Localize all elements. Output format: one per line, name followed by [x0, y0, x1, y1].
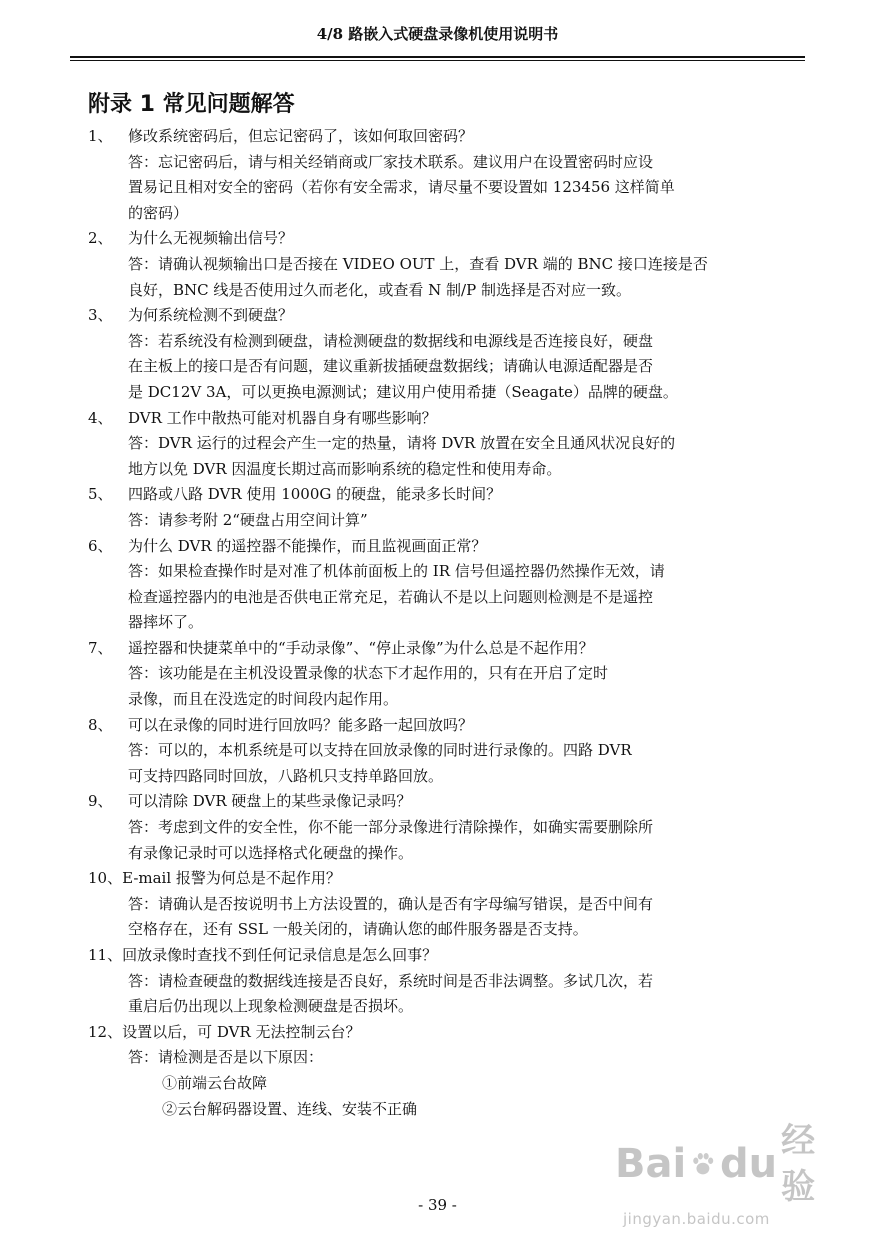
faq-question — [88, 406, 793, 432]
faq-answer — [128, 661, 793, 712]
faq-item — [88, 789, 793, 866]
faq-answer — [128, 252, 793, 303]
faq-answer-line: 答：可以的，本机系统是可以支持在回放录像的同时进行录像的。四路 DVR — [128, 741, 632, 760]
faq-question-text: 为什么无视频输出信号？ — [128, 229, 294, 248]
faq-number: 12、 — [88, 1022, 123, 1041]
header-title: 4/8 路嵌入式硬盘录像机使用说明书 — [316, 25, 559, 43]
faq-question — [88, 534, 793, 560]
faq-answer-line: 答：请确认视频输出口是否接在 VIDEO OUT 上，查看 DVR 端的 BNC 接口连接是否 — [128, 254, 708, 273]
faq-answer — [128, 431, 793, 482]
faq-number: 2、 — [88, 229, 113, 248]
faq-number: 4、 — [88, 408, 113, 427]
faq-answer — [128, 150, 793, 227]
faq-answer-line: 器摔坏了。 — [128, 613, 204, 632]
faq-question — [88, 789, 793, 815]
faq-number: 7、 — [88, 638, 113, 657]
faq-question-text: DVR 工作中散热可能对机器自身有哪些影响？ — [128, 408, 437, 427]
faq-item — [88, 226, 793, 303]
faq-question-text: 可以清除 DVR 硬盘上的某些录像记录吗？ — [128, 792, 412, 811]
faq-number: 9、 — [88, 792, 113, 811]
faq-question — [88, 226, 793, 252]
faq-question — [88, 636, 793, 662]
faq-answer-line: 置易记且相对安全的密码（若你有安全需求，请尽量不要设置如 123456 这样简单 — [128, 178, 675, 197]
faq-answer-line: 答：请检查硬盘的数据线连接是否良好，系统时间是否非法调整。多试几次，若 — [128, 971, 654, 990]
faq-answer-subitem: ①前端云台故障 — [162, 1073, 268, 1092]
document-header — [70, 22, 805, 58]
watermark-url: jingyan.baidu.com — [623, 1210, 770, 1228]
faq-list — [88, 124, 793, 1122]
faq-question-text: 修改系统密码后，但忘记密码了，该如何取回密码？ — [128, 127, 474, 145]
faq-item — [88, 482, 793, 533]
faq-answer-line: 答：请检测是否是以下原因： — [128, 1048, 324, 1067]
faq-answer — [128, 815, 793, 866]
baidu-paw-icon — [690, 1144, 716, 1184]
faq-item — [88, 124, 793, 226]
faq-question — [88, 482, 793, 508]
faq-answer-line: 录像，而且在没选定的时间段内起作用。 — [128, 690, 399, 709]
baidu-jingyan-watermark — [615, 1118, 825, 1228]
faq-question-text: 可以在录像的同时进行回放吗？能多路一起回放吗？ — [128, 715, 474, 734]
faq-answer-line: 的密码） — [128, 203, 189, 222]
faq-question — [88, 866, 793, 892]
faq-question-text: 回放录像时查找不到任何记录信息是怎么回事？ — [122, 946, 438, 964]
faq-item — [88, 534, 793, 636]
faq-question-text: E-mail 报警为何总是不起作用？ — [122, 869, 341, 888]
faq-answer — [128, 738, 793, 789]
faq-number: 10、 — [88, 869, 123, 888]
watermark-brand: Bai — [615, 1141, 687, 1187]
faq-answer — [128, 329, 793, 406]
faq-answer-line: 良好，BNC 线是否使用过久而老化，或查看 N 制/P 制选择是否对应一致。 — [128, 280, 631, 299]
faq-answer-line: 答：请确认是否按说明书上方法设置的，确认是否有字母编写错误，是否中间有 — [128, 894, 654, 913]
watermark-cn: 经验 — [781, 1121, 816, 1207]
faq-answer-line: 答：忘记密码后，请与相关经销商或厂家技术联系。建议用户在设置密码时应设 — [128, 152, 654, 171]
faq-answer-line: 答：如果检查操作时是对准了机体前面板上的 IR 信号但遥控器仍然操作无效，请 — [128, 562, 665, 581]
section-title: 附录 1 常见问题解答 — [88, 92, 295, 117]
faq-answer-line: 重启后仍出现以上现象检测硬盘是否损坏。 — [128, 997, 414, 1016]
faq-question-text: 四路或八路 DVR 使用 1000G 的硬盘，能录多长时间？ — [128, 485, 502, 504]
faq-question — [88, 1020, 793, 1046]
faq-answer-line: 可支持四路同时回放，八路机只支持单路回放。 — [128, 766, 444, 785]
faq-answer-subitem: ②云台解码器设置、连线、安装不正确 — [162, 1099, 418, 1118]
faq-answer-line: 有录像记录时可以选择格式化硬盘的操作。 — [128, 843, 414, 862]
faq-answer-line: 是 DC12V 3A，可以更换电源测试；建议用户使用希捷（Seagate）品牌的硬盘。 — [128, 382, 678, 401]
faq-item — [88, 943, 793, 1020]
faq-number: 8、 — [88, 715, 113, 734]
faq-item — [88, 1020, 793, 1122]
faq-answer — [128, 559, 793, 636]
faq-answer-line: 答：若系统没有检测到硬盘，请检测硬盘的数据线和电源线是否连接良好，硬盘 — [128, 331, 654, 350]
faq-answer-line: 在主板上的接口是否有问题，建议重新拔插硬盘数据线；请确认电源适配器是否 — [128, 357, 654, 376]
faq-question — [88, 124, 793, 150]
faq-answer-line: 答：DVR 运行的过程会产生一定的热量，请将 DVR 放置在安全且通风状况良好的 — [128, 434, 676, 453]
faq-number: 5、 — [88, 485, 113, 504]
faq-number: 1、 — [88, 127, 113, 145]
page-number: - 39 - — [418, 1196, 457, 1214]
faq-item — [88, 406, 793, 483]
faq-question-text: 为什么 DVR 的遥控器不能操作，而且监视画面正常？ — [128, 536, 487, 555]
faq-item — [88, 636, 793, 713]
faq-question — [88, 713, 793, 739]
faq-question-text: 遥控器和快捷菜单中的“手动录像”、“停止录像”为什么总是不起作用？ — [128, 638, 594, 657]
faq-answer — [128, 969, 793, 1020]
faq-answer — [128, 892, 793, 943]
faq-answer — [128, 1045, 793, 1122]
faq-number: 3、 — [88, 306, 113, 325]
faq-answer — [128, 508, 793, 534]
faq-question-text: 为何系统检测不到硬盘？ — [128, 306, 294, 325]
faq-answer-line: 答：考虑到文件的安全性，你不能一部分录像进行清除操作，如确实需要删除所 — [128, 818, 654, 837]
faq-item — [88, 713, 793, 790]
faq-answer-line: 空格存在，还有 SSL 一般关闭的，请确认您的邮件服务器是否支持。 — [128, 920, 588, 939]
watermark-brand-suffix: du — [720, 1141, 778, 1187]
faq-answer-line: 检查遥控器内的电池是否供电正常充足，若确认不是以上问题则检测是不是遥控 — [128, 587, 654, 606]
faq-item — [88, 866, 793, 943]
faq-answer-line: 地方以免 DVR 因温度长期过高而影响系统的稳定性和使用寿命。 — [128, 459, 562, 478]
faq-answer-line: 答：该功能是在主机没设置录像的状态下才起作用的，只有在开启了定时 — [128, 664, 609, 683]
faq-question — [88, 303, 793, 329]
faq-question — [88, 943, 793, 969]
faq-number: 6、 — [88, 536, 113, 555]
faq-number: 11、 — [88, 946, 123, 964]
faq-item — [88, 303, 793, 405]
faq-question-text: 设置以后，可 DVR 无法控制云台？ — [122, 1022, 361, 1041]
faq-answer-line: 答：请参考附 2“硬盘占用空间计算” — [128, 510, 368, 529]
